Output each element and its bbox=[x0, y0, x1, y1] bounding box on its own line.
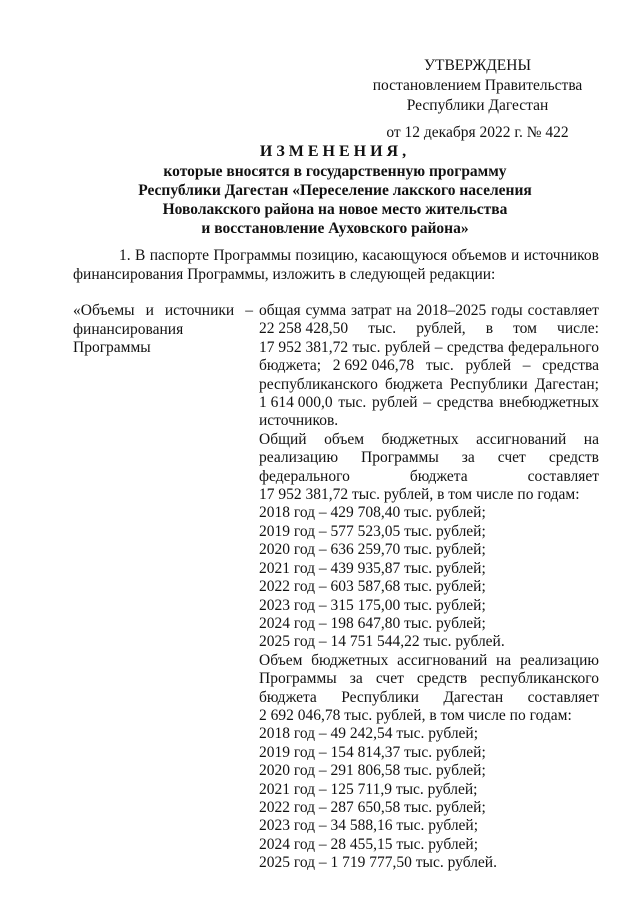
text-word: бюджета; bbox=[259, 357, 322, 375]
text-line bbox=[259, 449, 599, 467]
text-word: за bbox=[349, 670, 363, 688]
text-line bbox=[259, 339, 599, 357]
label-word: источники bbox=[164, 302, 235, 319]
text-word: на bbox=[583, 430, 599, 448]
year-amount-item: 2021 год – 125 711,9 тыс. рублей; bbox=[259, 780, 478, 798]
text-word: федерального bbox=[508, 338, 599, 356]
approval-line-1: постановлением Правительства bbox=[372, 77, 583, 94]
text-line bbox=[259, 652, 599, 670]
text-word: средств bbox=[416, 670, 468, 688]
text-line bbox=[259, 670, 599, 688]
heading-main: ИЗМЕНЕНИЯ, bbox=[259, 143, 411, 160]
year-amount-item: 2023 год – 34 588,16 тыс. рублей; bbox=[259, 817, 479, 835]
text-word: 17 952 381,72 bbox=[259, 338, 349, 356]
text-word: том bbox=[513, 320, 537, 338]
text-word: счет bbox=[375, 670, 404, 688]
text-word: средства bbox=[542, 357, 599, 375]
text-word: объем bbox=[324, 430, 365, 448]
year-amount-item: 2024 год – 28 455,15 тыс. рублей; bbox=[259, 835, 479, 853]
text-word: средства bbox=[436, 394, 494, 412]
intro-paragraph: 1. В паспорте Программы позицию, касающуюся объемов и источников финансирования Программы, изложить в следующей редакции: bbox=[73, 247, 599, 283]
text-word: ассигнований bbox=[397, 651, 488, 669]
text-word: республиканского bbox=[480, 670, 599, 688]
text-word: составляет bbox=[527, 302, 599, 319]
text-word: Республики bbox=[341, 688, 419, 706]
label-line-2: финансирования bbox=[73, 320, 184, 338]
text-word: на bbox=[396, 302, 412, 319]
total-funding-paragraph bbox=[259, 302, 599, 412]
text-word: бюджета bbox=[259, 688, 317, 706]
text-line: 2 692 046,78 тыс. рублей, в том числе по годам: bbox=[259, 706, 572, 724]
label-dash: – bbox=[245, 302, 253, 319]
text-word: республиканского bbox=[259, 375, 378, 393]
text-word: рублей, bbox=[416, 320, 466, 338]
year-amount-item: 2025 год – 1 719 777,50 тыс. рублей. bbox=[259, 854, 497, 872]
text-word: Объем bbox=[259, 651, 303, 669]
republican-funding-paragraph bbox=[259, 652, 599, 707]
text-line bbox=[259, 302, 599, 320]
year-amount-item: 2021 год – 439 935,87 тыс. рублей; bbox=[259, 559, 486, 577]
text-word: – bbox=[423, 394, 431, 412]
text-word: Программы bbox=[361, 449, 439, 467]
year-amount-item: 2019 год – 577 523,05 тыс. рублей; bbox=[259, 522, 486, 540]
text-word: затрат bbox=[350, 302, 392, 319]
text-word: 2 692 046,78 bbox=[332, 357, 415, 375]
text-word: 1 614 000,0 bbox=[259, 394, 333, 412]
text-word: Республики bbox=[449, 375, 528, 393]
text-word: Дагестан; bbox=[534, 375, 599, 393]
text-word: составляет bbox=[527, 688, 599, 706]
heading-line-3: Новолакского района на новое место жительства bbox=[162, 201, 508, 218]
year-amount-item: 2023 год – 315 175,00 тыс. рублей; bbox=[259, 596, 486, 614]
approval-date: от 12 декабря 2022 г. № 422 bbox=[386, 124, 569, 141]
text-line bbox=[259, 689, 599, 707]
label-line-3: Программы bbox=[73, 339, 151, 356]
label-word: «Объемы bbox=[73, 302, 135, 319]
text-line: источников. bbox=[259, 412, 339, 430]
text-line bbox=[259, 376, 599, 394]
text-word: бюджета bbox=[384, 375, 443, 393]
text-word: внебюджетных bbox=[499, 394, 599, 412]
text-word: на bbox=[496, 651, 512, 669]
text-word: реализацию bbox=[259, 449, 339, 467]
text-word: рублей bbox=[465, 357, 512, 375]
text-word: 22 258 428,50 bbox=[259, 320, 349, 338]
text-line bbox=[259, 357, 599, 375]
text-word: 2018–2025 bbox=[416, 302, 487, 319]
text-word: средства bbox=[446, 338, 504, 356]
text-word: тыс. bbox=[425, 357, 454, 375]
text-word: годы bbox=[491, 302, 523, 319]
approval-title: УТВЕРЖДЕНЫ bbox=[424, 57, 531, 74]
text-word: тыс. bbox=[338, 394, 367, 412]
year-amount-item: 2022 год – 603 587,68 тыс. рублей; bbox=[259, 578, 486, 596]
text-word: бюджета bbox=[409, 467, 468, 485]
passport-position-label bbox=[73, 302, 253, 358]
label-line-1 bbox=[73, 302, 253, 321]
text-word: – bbox=[522, 357, 531, 375]
label-word: и bbox=[145, 302, 154, 319]
text-line bbox=[259, 468, 599, 486]
year-amount-item: 2022 год – 287 650,58 тыс. рублей; bbox=[259, 798, 486, 816]
text-word: Общий bbox=[259, 430, 307, 448]
year-amount-item: 2018 год – 429 708,40 тыс. рублей; bbox=[259, 504, 486, 522]
text-word: бюджетных bbox=[311, 651, 389, 669]
year-amount-item: 2018 год – 49 242,54 тыс. рублей; bbox=[259, 725, 479, 743]
passport-position-value bbox=[259, 302, 599, 873]
text-word: рублей bbox=[384, 338, 431, 356]
text-word: средств bbox=[548, 449, 599, 467]
year-amount-item: 2020 год – 636 259,70 тыс. рублей; bbox=[259, 541, 486, 559]
federal-funding-paragraph bbox=[259, 431, 599, 486]
heading-line-2: Республики Дагестан «Переселение лакского населения bbox=[138, 182, 532, 199]
text-line bbox=[259, 320, 599, 338]
text-line bbox=[259, 394, 599, 412]
year-amount-item: 2025 год – 14 751 544,22 тыс. рублей. bbox=[259, 633, 505, 651]
text-word: бюджетных bbox=[381, 430, 459, 448]
text-word: – bbox=[434, 338, 443, 356]
text-word: в bbox=[485, 320, 494, 338]
year-amount-item: 2019 год – 154 814,37 тыс. рублей; bbox=[259, 743, 486, 761]
text-word: общая bbox=[259, 302, 301, 319]
text-word: Дагестан bbox=[443, 688, 504, 706]
text-word: числе: bbox=[557, 320, 599, 338]
document-heading bbox=[70, 142, 600, 238]
text-word: федерального bbox=[259, 467, 350, 485]
heading-line-1: которые вносятся в государственную программу bbox=[163, 163, 507, 180]
text-word: ассигнований bbox=[476, 430, 567, 448]
text-word: тыс. bbox=[368, 320, 397, 338]
year-amount-item: 2024 год – 198 647,80 тыс. рублей; bbox=[259, 614, 486, 632]
text-word: составляет bbox=[527, 467, 599, 485]
text-word: тыс. bbox=[352, 338, 381, 356]
text-word: счет bbox=[497, 449, 526, 467]
text-word: рублей bbox=[372, 394, 418, 412]
text-line: 17 952 381,72 тыс. рублей, в том числе по годам: bbox=[259, 486, 580, 504]
text-word: реализацию bbox=[519, 651, 599, 669]
text-line bbox=[259, 431, 599, 449]
year-amount-item: 2020 год – 291 806,58 тыс. рублей; bbox=[259, 762, 486, 780]
federal-years-list bbox=[259, 504, 599, 651]
text-word: сумма bbox=[305, 302, 347, 319]
text-word: Программы bbox=[259, 670, 337, 688]
approval-line-2: Республики Дагестан bbox=[406, 97, 549, 114]
text-word: за bbox=[461, 449, 475, 467]
republican-years-list bbox=[259, 725, 599, 872]
approval-stamp bbox=[370, 56, 585, 143]
heading-line-4: и восстановление Ауховского района» bbox=[201, 220, 469, 237]
